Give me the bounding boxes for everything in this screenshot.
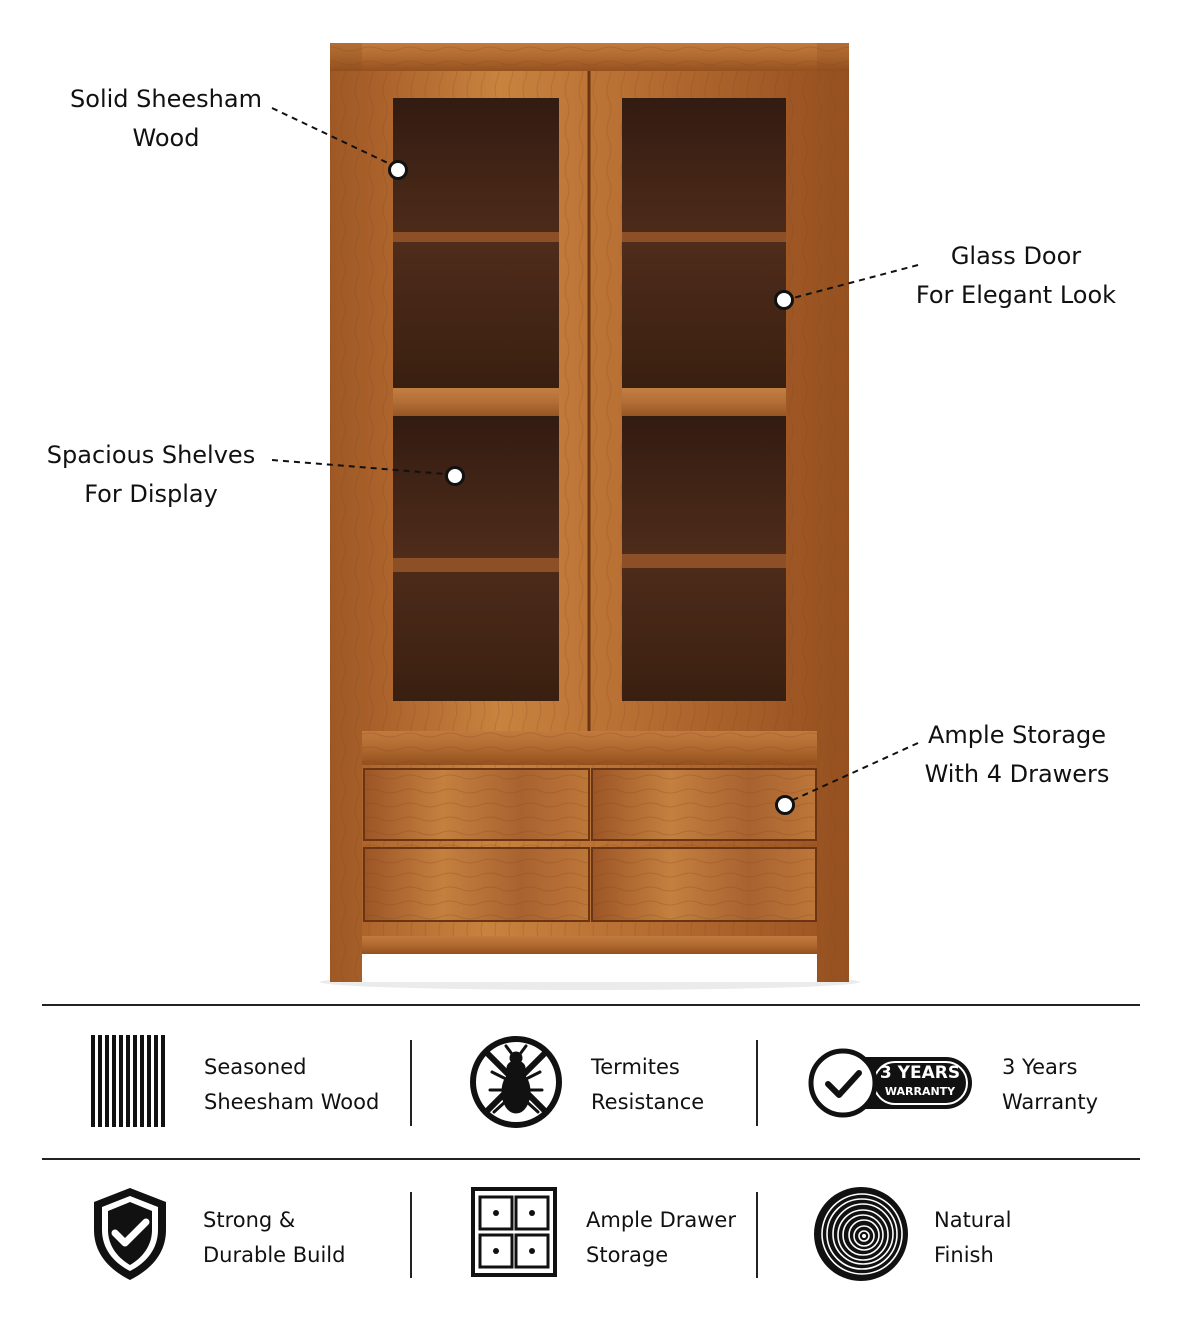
feature-termite-resistance — [591, 1050, 704, 1120]
divider-top — [42, 1004, 1140, 1006]
shield-check-icon — [90, 1186, 170, 1282]
column-separator — [410, 1040, 412, 1126]
feature-line: Durable Build — [203, 1243, 346, 1267]
callout-line: Solid Sheesham — [70, 85, 262, 113]
feature-line: Storage — [586, 1243, 669, 1267]
callout-solid-sheesham-wood — [62, 80, 270, 158]
callout-line: Glass Door — [950, 242, 1082, 270]
feature-line: Warranty — [1002, 1090, 1099, 1114]
callout-line: For Display — [84, 480, 218, 508]
warranty-badge-years: 3 YEARS — [879, 1063, 961, 1083]
callout-line: Wood — [132, 124, 200, 152]
feature-line: Resistance — [591, 1090, 705, 1114]
feature-line: 3 Years — [1002, 1055, 1078, 1079]
feature-line: Seasoned — [204, 1055, 307, 1079]
feature-line: Termites — [591, 1055, 680, 1079]
column-separator — [756, 1040, 758, 1126]
feature-line: Natural — [934, 1208, 1012, 1232]
divider-middle — [42, 1158, 1140, 1160]
callout-glass-door — [906, 237, 1126, 315]
feature-line: Ample Drawer — [586, 1208, 736, 1232]
wood-rings-icon — [813, 1186, 909, 1282]
callout-line: For Elegant Look — [915, 281, 1117, 309]
column-separator — [756, 1192, 758, 1278]
feature-drawer-storage — [586, 1203, 736, 1273]
callout-ample-storage — [912, 716, 1122, 794]
feature-warranty — [1002, 1050, 1098, 1120]
warranty-badge-label: WARRANTY — [884, 1085, 956, 1098]
four-drawers-icon — [471, 1187, 557, 1277]
feature-line: Strong & — [203, 1208, 296, 1232]
wood-grain-lines-icon — [90, 1035, 170, 1127]
callout-line: Ample Storage — [928, 721, 1106, 749]
callout-spacious-shelves — [40, 436, 262, 514]
feature-line: Finish — [934, 1243, 994, 1267]
feature-natural-finish — [934, 1203, 1011, 1273]
callout-line: Spacious Shelves — [46, 441, 256, 469]
feature-durable-build — [203, 1203, 345, 1273]
column-separator — [410, 1192, 412, 1278]
feature-seasoned-wood — [204, 1050, 379, 1120]
warranty-badge-icon — [808, 1048, 974, 1118]
feature-line: Sheesham Wood — [204, 1090, 380, 1114]
drawer-fronts — [364, 769, 816, 921]
callout-line: With 4 Drawers — [924, 760, 1110, 788]
no-termite-icon — [468, 1034, 564, 1130]
